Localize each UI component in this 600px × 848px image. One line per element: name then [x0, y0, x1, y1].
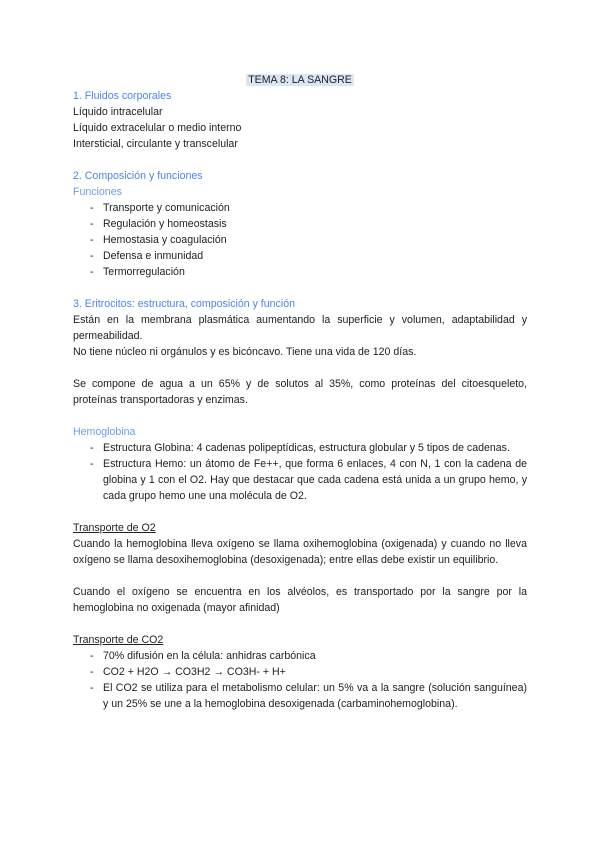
o2-transport-heading: Transporte de O2 [73, 522, 156, 534]
spacer [73, 504, 527, 520]
list-marker: - [90, 682, 94, 694]
list-marker: - [90, 218, 94, 230]
list-marker: - [90, 266, 94, 278]
list-item-text: Hemostasia y coagulación [103, 234, 227, 246]
list-item-text: CO2 + H2O → CO3H2 → CO3H- + H+ [103, 666, 286, 678]
list-item-text: Regulación y homeostasis [103, 218, 227, 230]
list-item [73, 680, 527, 712]
hemoglobin-subheading: Hemoglobina [73, 426, 136, 438]
spacer [73, 408, 527, 424]
list-item [73, 648, 527, 664]
list-item [73, 248, 527, 264]
list-item [73, 264, 527, 280]
erythrocytes-paragraph: No tiene núcleo ni orgánulos y es bicóncavo. Tiene una vida de 120 días. [73, 346, 417, 358]
list-item [73, 200, 527, 216]
title-row [73, 72, 527, 88]
list-item-text: Estructura Globina: 4 cadenas polipeptídicas, estructura globular y 5 tipos de cadenas. [103, 442, 510, 454]
page-title: TEMA 8: LA SANGRE [248, 74, 352, 86]
spacer [73, 360, 527, 376]
list-item [73, 232, 527, 248]
list-item [73, 456, 527, 504]
list-item-text: Transporte y comunicación [103, 202, 230, 214]
list-item [73, 440, 527, 456]
section-1-line: Líquido extracelular o medio interno [73, 122, 242, 134]
document-content [73, 72, 527, 712]
list-marker: - [90, 234, 94, 246]
list-item [73, 216, 527, 232]
list-marker: - [90, 250, 94, 262]
co2-transport-list [73, 648, 527, 712]
list-marker: - [90, 458, 94, 470]
list-item-text: 70% difusión en la célula: anhidras carbónica [103, 650, 316, 662]
list-item-text: El CO2 se utiliza para el metabolismo celular: un 5% va a la sangre (solución sanguínea) y un 25% se une a la hemoglobina desoxigenada (carbaminohemoglobina). [103, 682, 527, 710]
list-marker: - [90, 442, 94, 454]
list-marker: - [90, 202, 94, 214]
spacer [73, 616, 527, 632]
spacer [73, 280, 527, 296]
o2-transport-paragraph: Cuando la hemoglobina lleva oxígeno se llama oxihemoglobina (oxigenada) y cuando no lleva oxígeno se llama desoxihemoglobina (desoxigenada); entre ellas debe existir un equilibrio. [73, 538, 527, 566]
spacer [73, 152, 527, 168]
list-item-text: Defensa e inmunidad [103, 250, 204, 262]
erythrocytes-paragraph: Se compone de agua a un 65% y de solutos al 35%, como proteínas del citoesqueleto, proteínas transportadoras y enzimas. [73, 378, 527, 406]
list-item-text: Termorregulación [103, 266, 185, 278]
erythrocytes-paragraph: Están en la membrana plasmática aumentando la superficie y volumen, adaptabilidad y permeabilidad. [73, 314, 527, 342]
co2-transport-heading: Transporte de CO2 [73, 634, 164, 646]
hemoglobin-list [73, 440, 527, 504]
list-marker: - [90, 666, 94, 678]
section-2-heading: 2. Composición y funciones [73, 170, 203, 182]
section-1-heading: 1. Fluidos corporales [73, 90, 172, 102]
functions-subheading: Funciones [73, 186, 122, 198]
section-1-line: Intersticial, circulante y transcelular [73, 138, 238, 150]
functions-list [73, 200, 527, 280]
list-item [73, 664, 527, 680]
list-item-text: Estructura Hemo: un átomo de Fe++, que forma 6 enlaces, 4 con N, 1 con la cadena de globina y 1 con el O2. Hay que destacar que cada cadena está unida a un grupo hemo, y cada grupo hemo une una molécula de O2. [103, 458, 527, 502]
o2-transport-paragraph: Cuando el oxígeno se encuentra en los alvéolos, es transportado por la sangre por la hemoglobina no oxigenada (mayor afinidad) [73, 586, 527, 614]
list-marker: - [90, 650, 94, 662]
spacer [73, 568, 527, 584]
section-3-heading: 3. Eritrocitos: estructura, composición y función [73, 298, 295, 310]
section-1-line: Líquido intracelular [73, 106, 163, 118]
